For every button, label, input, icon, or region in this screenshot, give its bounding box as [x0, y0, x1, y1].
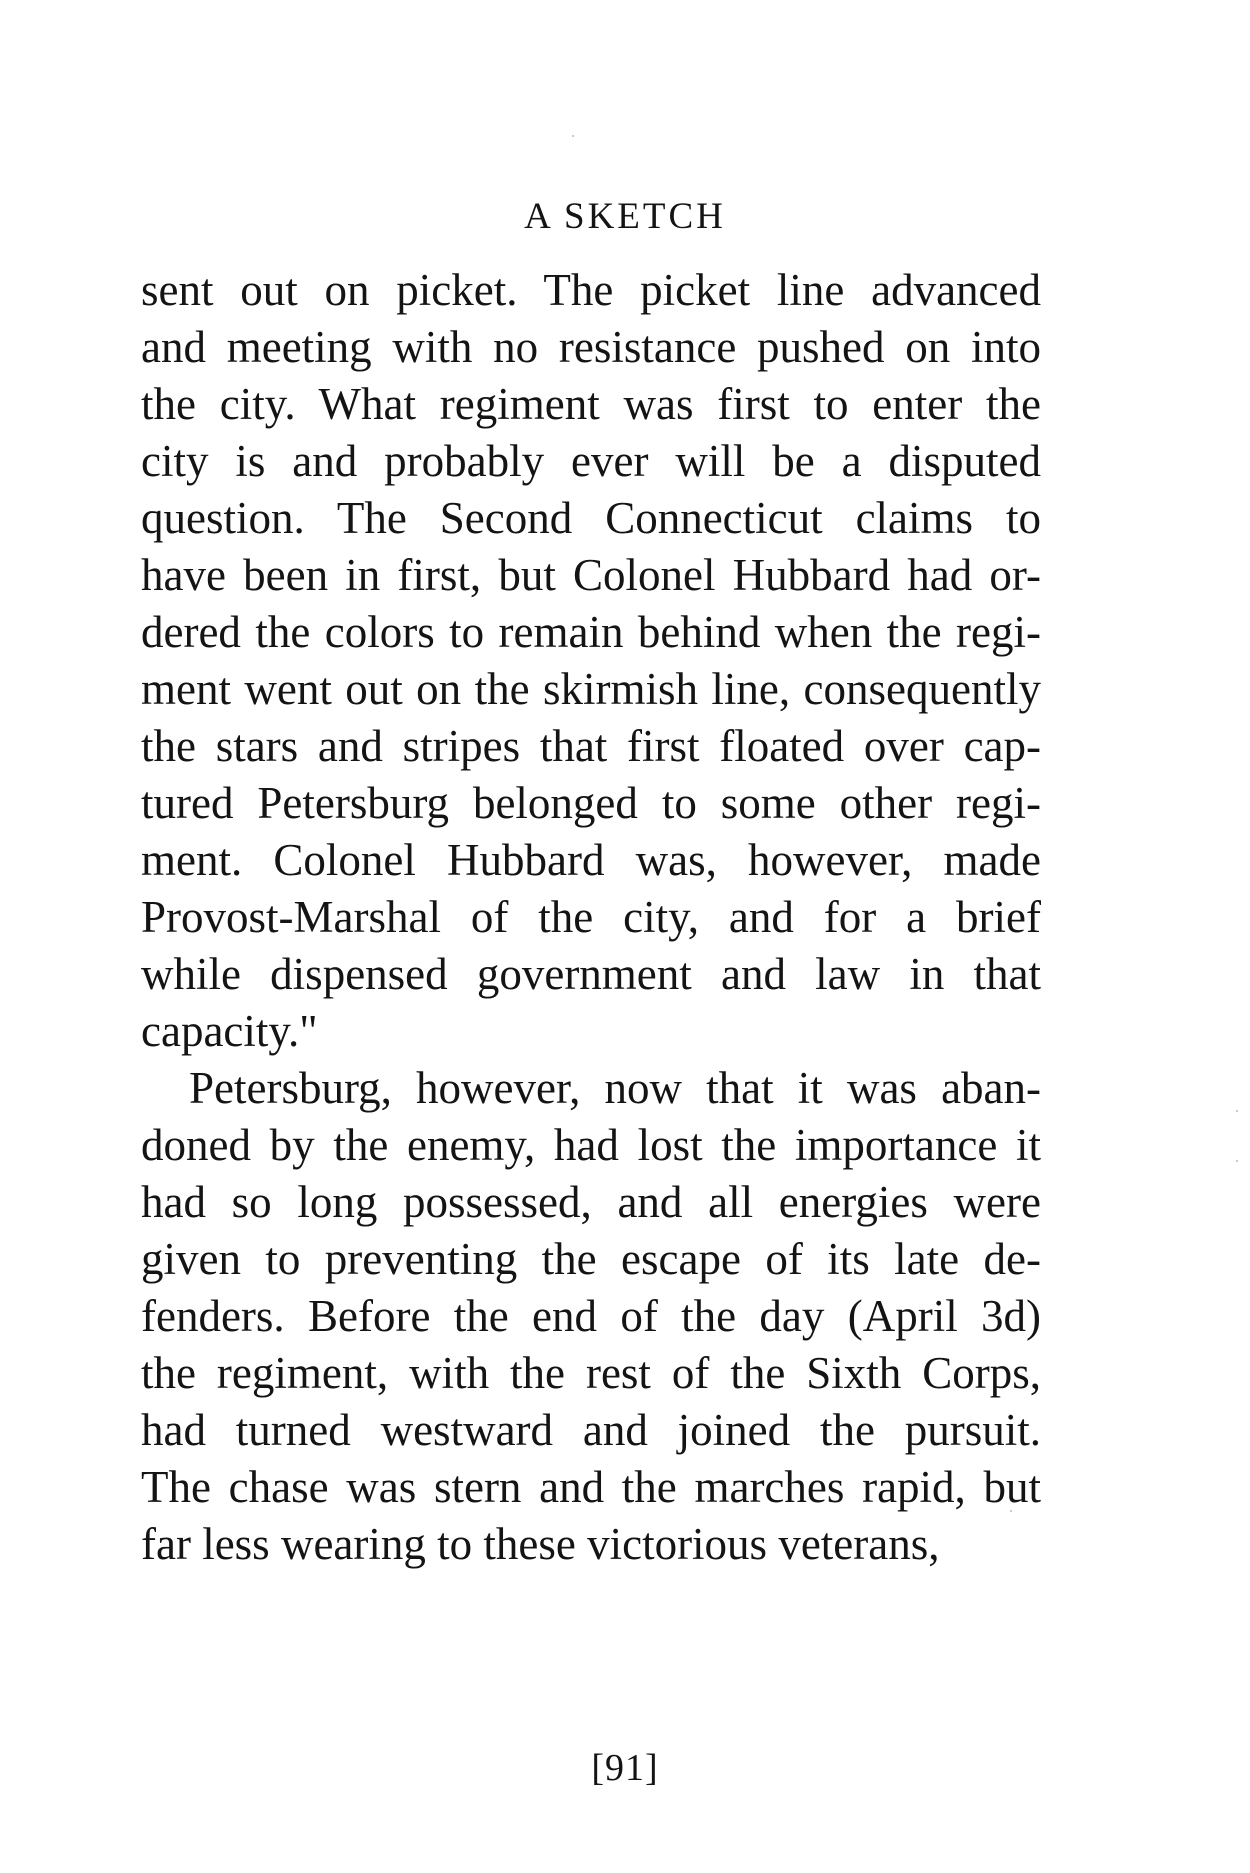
- text-line: the city. What regiment was first to enter the: [141, 379, 1041, 429]
- text-line: ment. Colonel Hubbard was, however, made: [141, 835, 1041, 885]
- text-line: city is and probably ever will be a disputed: [141, 436, 1041, 486]
- text-line: question. The Second Connecticut claims to: [141, 493, 1041, 543]
- text-line: fenders. Before the end of the day (April 3d): [141, 1291, 1041, 1341]
- text-line: ment went out on the skirmish line, consequently: [141, 664, 1041, 714]
- text-line: capacity.": [141, 1006, 318, 1056]
- text-line: had so long possessed, and all energies were: [141, 1177, 1041, 1227]
- text-line: dered the colors to remain behind when the regi-: [141, 607, 1041, 657]
- running-head: A SKETCH: [524, 196, 726, 237]
- text-line: Petersburg, however, now that it was aban-: [189, 1063, 1041, 1113]
- text-line: far less wearing to these victorious veterans,: [141, 1519, 940, 1569]
- body-text: [141, 262, 1041, 1573]
- text-line: Provost-Marshal of the city, and for a brief: [141, 892, 1041, 942]
- text-line: while dispensed government and law in that: [141, 949, 1041, 999]
- paper-speck: [572, 135, 574, 137]
- paper-speck: [1236, 1160, 1238, 1162]
- text-line: sent out on picket. The picket line advanced: [141, 265, 1041, 315]
- text-line: the regiment, with the rest of the Sixth Corps,: [141, 1348, 1041, 1398]
- text-line: the stars and stripes that first floated over cap-: [141, 721, 1041, 771]
- text-line: have been in first, but Colonel Hubbard had or-: [141, 550, 1041, 600]
- paper-speck: [1236, 1110, 1238, 1112]
- text-line: doned by the enemy, had lost the importance it: [141, 1120, 1041, 1170]
- text-line: tured Petersburg belonged to some other regi-: [141, 778, 1041, 828]
- text-line: The chase was stern and the marches rapid, but: [141, 1462, 1041, 1512]
- text-line: and meeting with no resistance pushed on into: [141, 322, 1041, 372]
- page-number: [91]: [591, 1747, 659, 1789]
- text-line: given to preventing the escape of its late de-: [141, 1234, 1041, 1284]
- text-line: had turned westward and joined the pursuit.: [141, 1405, 1041, 1455]
